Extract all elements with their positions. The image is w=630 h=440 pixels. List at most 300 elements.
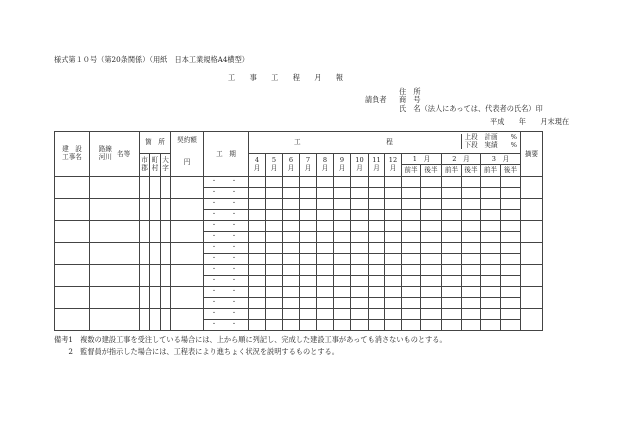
schedule-cell xyxy=(442,265,462,276)
schedule-cell xyxy=(351,232,369,243)
schedule-label: 工 程 xyxy=(294,138,393,146)
header-route-river: 路線 河川 名等 xyxy=(90,132,140,177)
schedule-cell xyxy=(351,254,369,265)
schedule-cell xyxy=(462,276,481,287)
schedule-cell xyxy=(369,276,385,287)
schedule-cell xyxy=(351,221,369,232)
amount-cell xyxy=(171,309,204,331)
schedule-cell xyxy=(385,309,402,320)
construction-name-cell xyxy=(55,265,90,287)
route-cell xyxy=(90,221,140,243)
schedule-cell xyxy=(317,232,334,243)
schedule-cell xyxy=(300,221,317,232)
schedule-cell xyxy=(369,309,385,320)
month-header: 5 月 xyxy=(266,154,283,177)
schedule-cell xyxy=(266,254,283,265)
schedule-cell xyxy=(462,320,481,331)
remarks-cell xyxy=(521,243,543,265)
route-cell xyxy=(90,309,140,331)
schedule-cell xyxy=(351,309,369,320)
schedule-cell xyxy=(501,210,521,221)
schedule-cell xyxy=(501,188,521,199)
header-aza: 大 字 xyxy=(161,154,171,177)
schedule-cell xyxy=(421,254,442,265)
schedule-cell xyxy=(300,287,317,298)
schedule-cell xyxy=(300,254,317,265)
schedule-cell xyxy=(402,210,421,221)
schedule-cell xyxy=(481,210,501,221)
amount-cell xyxy=(171,265,204,287)
schedule-cell xyxy=(317,309,334,320)
schedule-cell xyxy=(481,309,501,320)
route-cell xyxy=(90,199,140,221)
schedule-cell xyxy=(334,287,351,298)
schedule-cell xyxy=(421,210,442,221)
period-cell: ・ ・ xyxy=(204,243,249,254)
schedule-cell xyxy=(481,177,501,188)
schedule-cell xyxy=(317,210,334,221)
schedule-cell xyxy=(385,177,402,188)
schedule-cell xyxy=(249,177,266,188)
legend-lower: 下段 実績 % xyxy=(464,140,517,149)
schedule-cell xyxy=(249,243,266,254)
progress-report-table xyxy=(54,131,543,331)
schedule-cell xyxy=(317,254,334,265)
schedule-cell xyxy=(442,188,462,199)
legend-upper: 上段 計画 % xyxy=(464,133,517,141)
half-month-header: 後半 xyxy=(501,165,521,177)
town-cell xyxy=(150,243,161,265)
schedule-cell xyxy=(402,276,421,287)
schedule-cell xyxy=(501,265,521,276)
schedule-cell xyxy=(442,320,462,331)
schedule-cell xyxy=(462,298,481,309)
schedule-cell xyxy=(300,243,317,254)
town-cell xyxy=(150,177,161,199)
header-construction-name: 建 設 工事名 xyxy=(55,132,90,177)
month-header: 12 月 xyxy=(385,154,402,177)
schedule-cell xyxy=(481,254,501,265)
schedule-cell xyxy=(249,276,266,287)
remarks-cell xyxy=(521,309,543,331)
schedule-cell xyxy=(249,320,266,331)
schedule-cell xyxy=(317,265,334,276)
schedule-cell xyxy=(501,199,521,210)
schedule-cell xyxy=(283,210,300,221)
schedule-cell xyxy=(266,320,283,331)
schedule-cell xyxy=(283,287,300,298)
half-month-header: 後半 xyxy=(462,165,481,177)
schedule-cell xyxy=(249,221,266,232)
schedule-cell xyxy=(501,298,521,309)
amount-cell xyxy=(171,199,204,221)
schedule-cell xyxy=(385,298,402,309)
form-id: 様式第１０号（第20条関係）（用紙 日本工業規格A4横型） xyxy=(54,55,249,64)
schedule-cell xyxy=(300,210,317,221)
schedule-cell xyxy=(462,221,481,232)
schedule-cell xyxy=(334,177,351,188)
schedule-cell xyxy=(462,177,481,188)
schedule-cell xyxy=(442,210,462,221)
schedule-cell xyxy=(481,320,501,331)
schedule-cell xyxy=(266,188,283,199)
period-cell: ・ ・ xyxy=(204,232,249,243)
schedule-cell xyxy=(385,221,402,232)
aza-cell xyxy=(161,177,171,199)
amount-cell xyxy=(171,287,204,309)
town-cell xyxy=(150,265,161,287)
schedule-cell xyxy=(385,276,402,287)
remarks-cell xyxy=(521,265,543,287)
schedule-cell xyxy=(385,232,402,243)
schedule-cell xyxy=(249,210,266,221)
schedule-cell xyxy=(402,243,421,254)
schedule-cell xyxy=(462,254,481,265)
town-cell xyxy=(150,199,161,221)
schedule-cell xyxy=(300,320,317,331)
schedule-cell xyxy=(317,199,334,210)
schedule-cell xyxy=(283,254,300,265)
date-line: 平成 年 月末現在 xyxy=(490,117,570,126)
schedule-cell xyxy=(266,287,283,298)
month-header: 10 月 xyxy=(351,154,369,177)
schedule-cell xyxy=(369,221,385,232)
month-header: 7 月 xyxy=(300,154,317,177)
schedule-cell xyxy=(266,276,283,287)
schedule-cell xyxy=(334,188,351,199)
document-title: 工 事 工 程 月 報 xyxy=(228,73,344,82)
schedule-cell xyxy=(351,199,369,210)
schedule-cell xyxy=(249,254,266,265)
schedule-cell xyxy=(385,320,402,331)
schedule-cell xyxy=(249,309,266,320)
schedule-cell xyxy=(481,265,501,276)
schedule-cell xyxy=(351,276,369,287)
city-cell xyxy=(140,199,150,221)
schedule-cell xyxy=(442,221,462,232)
note-1: 備考1 複数の建設工事を受注している場合には、上から順に列記し、完成した建設工事があっても消さないものとする。 xyxy=(54,335,447,344)
schedule-cell xyxy=(300,276,317,287)
period-cell: ・ ・ xyxy=(204,188,249,199)
schedule-cell xyxy=(402,177,421,188)
amount-cell xyxy=(171,221,204,243)
schedule-cell xyxy=(334,265,351,276)
schedule-cell xyxy=(351,320,369,331)
schedule-cell xyxy=(442,177,462,188)
schedule-cell xyxy=(283,243,300,254)
period-cell: ・ ・ xyxy=(204,320,249,331)
construction-name-cell xyxy=(55,221,90,243)
schedule-cell xyxy=(266,232,283,243)
schedule-cell xyxy=(283,232,300,243)
schedule-cell xyxy=(385,188,402,199)
schedule-cell xyxy=(481,199,501,210)
town-cell xyxy=(150,309,161,331)
remarks-cell xyxy=(521,287,543,309)
schedule-cell xyxy=(501,276,521,287)
month-header: 6 月 xyxy=(283,154,300,177)
schedule-cell xyxy=(266,221,283,232)
period-cell: ・ ・ xyxy=(204,177,249,188)
schedule-cell xyxy=(385,287,402,298)
schedule-cell xyxy=(351,243,369,254)
route-cell xyxy=(90,287,140,309)
schedule-cell xyxy=(501,287,521,298)
schedule-cell xyxy=(266,177,283,188)
schedule-cell xyxy=(369,199,385,210)
schedule-cell xyxy=(501,243,521,254)
schedule-cell xyxy=(266,309,283,320)
header-town: 町 村 xyxy=(150,154,161,177)
schedule-cell xyxy=(442,199,462,210)
schedule-cell xyxy=(300,177,317,188)
schedule-cell xyxy=(462,243,481,254)
town-cell xyxy=(150,287,161,309)
schedule-cell xyxy=(369,298,385,309)
header-schedule xyxy=(249,132,521,154)
schedule-cell xyxy=(351,188,369,199)
schedule-cell xyxy=(334,276,351,287)
schedule-cell xyxy=(421,265,442,276)
schedule-cell xyxy=(442,309,462,320)
aza-cell xyxy=(161,287,171,309)
schedule-cell xyxy=(501,320,521,331)
schedule-cell xyxy=(402,320,421,331)
header-contract-amount: 契約額 円 xyxy=(171,132,204,177)
schedule-cell xyxy=(462,265,481,276)
schedule-cell xyxy=(442,243,462,254)
schedule-cell xyxy=(249,199,266,210)
schedule-cell xyxy=(481,298,501,309)
schedule-cell xyxy=(421,232,442,243)
header-city: 市 郡 xyxy=(140,154,150,177)
note-2: 2 監督員が指示した場合には、工程表により進ちょく状況を説明するものとする。 xyxy=(54,347,339,356)
schedule-cell xyxy=(421,320,442,331)
schedule-cell xyxy=(266,243,283,254)
schedule-cell xyxy=(402,254,421,265)
schedule-cell xyxy=(369,243,385,254)
city-cell xyxy=(140,265,150,287)
month-header: 9 月 xyxy=(334,154,351,177)
schedule-cell xyxy=(369,188,385,199)
schedule-cell xyxy=(501,221,521,232)
header-remarks: 摘要 xyxy=(521,132,543,177)
schedule-cell xyxy=(442,287,462,298)
schedule-cell xyxy=(462,232,481,243)
city-cell xyxy=(140,177,150,199)
schedule-cell xyxy=(334,243,351,254)
city-cell xyxy=(140,243,150,265)
schedule-cell xyxy=(385,265,402,276)
schedule-cell xyxy=(402,188,421,199)
header-location: 箇 所 xyxy=(140,132,171,154)
schedule-cell xyxy=(421,276,442,287)
schedule-cell xyxy=(462,287,481,298)
schedule-cell xyxy=(421,309,442,320)
half-month-header: 前半 xyxy=(402,165,421,177)
schedule-cell xyxy=(283,276,300,287)
amount-cell xyxy=(171,243,204,265)
period-cell: ・ ・ xyxy=(204,221,249,232)
schedule-cell xyxy=(442,276,462,287)
construction-name-cell xyxy=(55,309,90,331)
schedule-cell xyxy=(266,210,283,221)
schedule-cell xyxy=(266,199,283,210)
schedule-cell xyxy=(249,232,266,243)
aza-cell xyxy=(161,243,171,265)
schedule-cell xyxy=(501,177,521,188)
schedule-cell xyxy=(369,232,385,243)
half-month-header: 後半 xyxy=(421,165,442,177)
quarter-month-header: 2 月 xyxy=(442,154,481,165)
schedule-cell xyxy=(300,265,317,276)
schedule-cell xyxy=(442,298,462,309)
schedule-cell xyxy=(369,287,385,298)
schedule-cell xyxy=(421,177,442,188)
schedule-cell xyxy=(462,309,481,320)
schedule-cell xyxy=(334,320,351,331)
schedule-cell xyxy=(481,232,501,243)
period-cell: ・ ・ xyxy=(204,287,249,298)
schedule-cell xyxy=(334,232,351,243)
schedule-cell xyxy=(421,221,442,232)
aza-cell xyxy=(161,265,171,287)
schedule-cell xyxy=(300,309,317,320)
schedule-cell xyxy=(385,254,402,265)
schedule-cell xyxy=(462,188,481,199)
half-month-header: 前半 xyxy=(481,165,501,177)
contractor-address-label: 住 所 xyxy=(399,87,421,96)
schedule-cell xyxy=(300,188,317,199)
schedule-cell xyxy=(351,287,369,298)
schedule-cell xyxy=(334,298,351,309)
schedule-cell xyxy=(402,199,421,210)
schedule-cell xyxy=(402,221,421,232)
schedule-cell xyxy=(317,221,334,232)
schedule-cell xyxy=(385,199,402,210)
schedule-cell xyxy=(317,298,334,309)
quarter-month-header: 1 月 xyxy=(402,154,442,165)
period-cell: ・ ・ xyxy=(204,298,249,309)
schedule-cell xyxy=(351,298,369,309)
period-cell: ・ ・ xyxy=(204,309,249,320)
schedule-cell xyxy=(300,232,317,243)
schedule-cell xyxy=(266,298,283,309)
schedule-cell xyxy=(317,320,334,331)
schedule-cell xyxy=(462,199,481,210)
schedule-cell xyxy=(351,210,369,221)
schedule-cell xyxy=(300,199,317,210)
schedule-cell xyxy=(481,221,501,232)
schedule-cell xyxy=(266,265,283,276)
schedule-cell xyxy=(442,254,462,265)
contractor-name-label: 氏 名（法人にあっては、代表者の氏名）印 xyxy=(399,104,543,113)
half-month-header: 前半 xyxy=(442,165,462,177)
schedule-cell xyxy=(402,309,421,320)
header-construction-period: 工 期 xyxy=(204,132,249,177)
construction-name-cell xyxy=(55,243,90,265)
schedule-cell xyxy=(481,287,501,298)
schedule-cell xyxy=(300,298,317,309)
schedule-cell xyxy=(421,298,442,309)
schedule-cell xyxy=(283,309,300,320)
schedule-cell xyxy=(283,188,300,199)
month-header: 4 月 xyxy=(249,154,266,177)
remarks-cell xyxy=(521,199,543,221)
schedule-cell xyxy=(369,177,385,188)
schedule-cell xyxy=(421,287,442,298)
construction-name-cell xyxy=(55,177,90,199)
aza-cell xyxy=(161,221,171,243)
month-header: 8 月 xyxy=(317,154,334,177)
construction-name-cell xyxy=(55,287,90,309)
remarks-cell xyxy=(521,177,543,199)
schedule-cell xyxy=(402,287,421,298)
period-cell: ・ ・ xyxy=(204,254,249,265)
quarter-month-header: 3 月 xyxy=(481,154,521,165)
schedule-cell xyxy=(283,221,300,232)
schedule-cell xyxy=(385,210,402,221)
schedule-cell xyxy=(481,276,501,287)
schedule-cell xyxy=(501,254,521,265)
city-cell xyxy=(140,309,150,331)
city-cell xyxy=(140,221,150,243)
schedule-cell xyxy=(317,287,334,298)
schedule-legend xyxy=(461,134,517,149)
schedule-cell xyxy=(334,254,351,265)
schedule-cell xyxy=(421,199,442,210)
amount-cell xyxy=(171,177,204,199)
period-cell: ・ ・ xyxy=(204,276,249,287)
schedule-cell xyxy=(402,298,421,309)
schedule-cell xyxy=(421,243,442,254)
schedule-cell xyxy=(249,265,266,276)
period-cell: ・ ・ xyxy=(204,199,249,210)
schedule-cell xyxy=(283,265,300,276)
town-cell xyxy=(150,221,161,243)
schedule-cell xyxy=(481,188,501,199)
schedule-cell xyxy=(369,210,385,221)
contractor-trade-name-label: 商 号 xyxy=(399,95,421,104)
aza-cell xyxy=(161,199,171,221)
schedule-cell xyxy=(351,265,369,276)
schedule-cell xyxy=(334,199,351,210)
period-cell: ・ ・ xyxy=(204,265,249,276)
schedule-cell xyxy=(283,177,300,188)
schedule-cell xyxy=(317,177,334,188)
schedule-cell xyxy=(402,232,421,243)
schedule-cell xyxy=(481,243,501,254)
schedule-cell xyxy=(283,199,300,210)
schedule-cell xyxy=(283,298,300,309)
schedule-cell xyxy=(501,232,521,243)
schedule-cell xyxy=(442,232,462,243)
schedule-cell xyxy=(351,177,369,188)
schedule-cell xyxy=(334,309,351,320)
construction-name-cell xyxy=(55,199,90,221)
contractor-label: 請負者 xyxy=(365,95,387,104)
schedule-cell xyxy=(334,221,351,232)
schedule-cell xyxy=(249,287,266,298)
schedule-cell xyxy=(501,309,521,320)
schedule-cell xyxy=(462,210,481,221)
schedule-cell xyxy=(249,188,266,199)
schedule-cell xyxy=(369,320,385,331)
city-cell xyxy=(140,287,150,309)
schedule-cell xyxy=(249,298,266,309)
period-cell: ・ ・ xyxy=(204,210,249,221)
month-header: 11 月 xyxy=(369,154,385,177)
